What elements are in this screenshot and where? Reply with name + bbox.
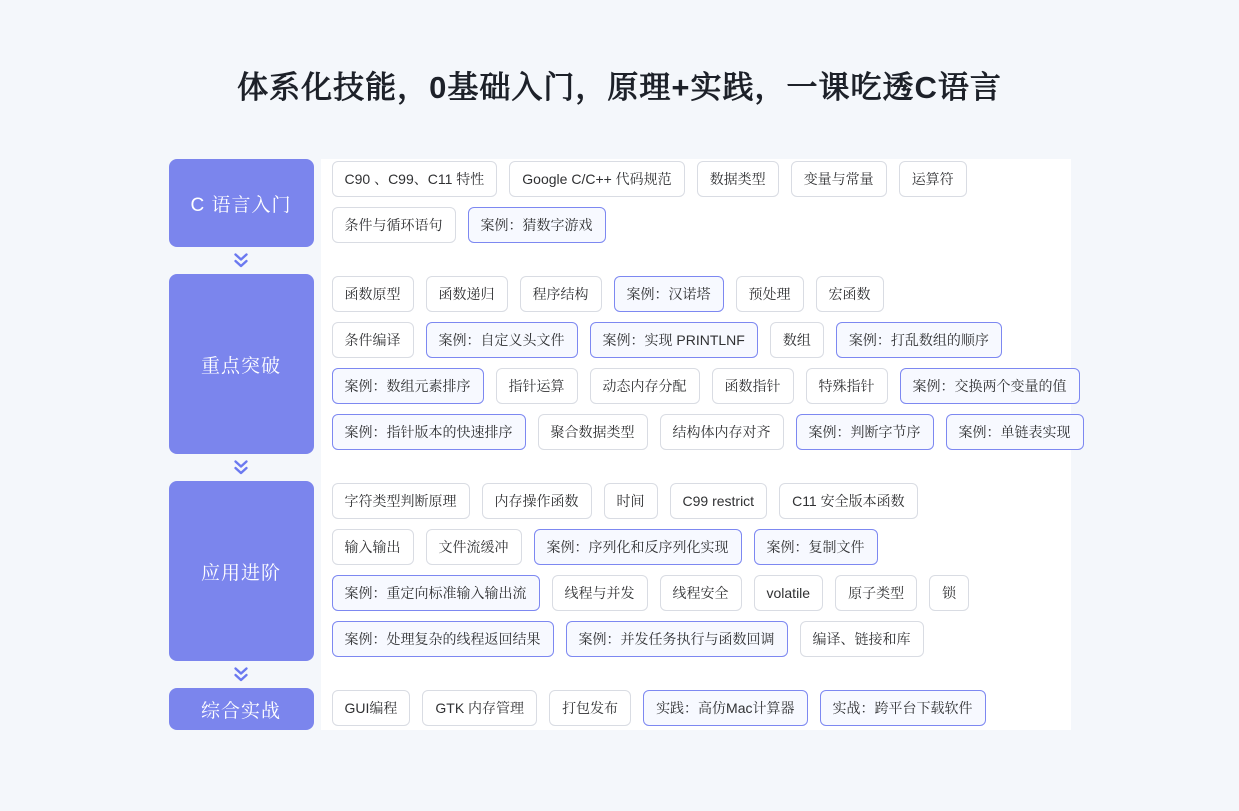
topic-chip: 输入输出 xyxy=(332,529,414,565)
case-chip: 案例：交换两个变量的值 xyxy=(900,368,1080,404)
topic-chip: 打包发布 xyxy=(549,690,631,726)
topic-chip: 动态内存分配 xyxy=(590,368,700,404)
topic-chip: 锁 xyxy=(929,575,969,611)
chip-row xyxy=(332,322,1071,358)
chip-rows-section-2 xyxy=(321,274,1071,454)
case-chip: 案例：处理复杂的线程返回结果 xyxy=(332,621,554,657)
case-chip: 案例：猜数字游戏 xyxy=(468,207,606,243)
chip-row xyxy=(332,207,1071,243)
stage-label: C 语言入门 xyxy=(190,194,292,216)
topic-chip: 数组 xyxy=(770,322,824,358)
topic-chip: 条件与循环语句 xyxy=(332,207,456,243)
topic-chip: 结构体内存对齐 xyxy=(660,414,784,450)
case-chip: 案例：并发任务执行与函数回调 xyxy=(566,621,788,657)
stage-label: 应用进阶 xyxy=(200,562,281,584)
topic-chip: 函数递归 xyxy=(426,276,508,312)
topic-chip: 函数指针 xyxy=(712,368,794,404)
case-chip: 案例：打乱数组的顺序 xyxy=(836,322,1002,358)
stage-block-3 xyxy=(169,481,314,661)
double-chevron-down-icon xyxy=(169,247,314,274)
topic-chip: C90 、C99、C11 特性 xyxy=(332,161,498,197)
chip-rows-section-3 xyxy=(321,481,1071,661)
chip-row xyxy=(332,276,1071,312)
topic-chip: 数据类型 xyxy=(697,161,779,197)
chip-rows-section-1 xyxy=(321,159,1071,247)
topic-chip: 程序结构 xyxy=(520,276,602,312)
topic-chip: 原子类型 xyxy=(835,575,917,611)
topic-chip: 特殊指针 xyxy=(806,368,888,404)
case-chip: 案例：单链表实现 xyxy=(946,414,1084,450)
topic-chip: 内存操作函数 xyxy=(482,483,592,519)
topic-chip: 线程与并发 xyxy=(552,575,648,611)
chip-row xyxy=(332,529,1071,565)
chip-row xyxy=(332,690,1071,726)
topic-chip: 条件编译 xyxy=(332,322,414,358)
case-chip: 案例：复制文件 xyxy=(754,529,878,565)
double-chevron-down-icon xyxy=(169,661,314,688)
chip-row xyxy=(332,575,1071,611)
curriculum-board xyxy=(169,159,1071,730)
topic-chip: 时间 xyxy=(604,483,658,519)
case-chip: 案例：自定义头文件 xyxy=(426,322,578,358)
topic-chip: Google C/C++ 代码规范 xyxy=(509,161,684,197)
stage-label: 重点突破 xyxy=(200,355,281,377)
topic-chip: 聚合数据类型 xyxy=(538,414,648,450)
topic-chip: C11 安全版本函数 xyxy=(779,483,918,519)
topic-chip: GTK 内存管理 xyxy=(422,690,537,726)
topic-chip: GUI编程 xyxy=(332,690,411,726)
topic-chip: 字符类型判断原理 xyxy=(332,483,470,519)
topic-chip: 宏函数 xyxy=(816,276,884,312)
topic-chip: 运算符 xyxy=(899,161,967,197)
chip-row xyxy=(332,414,1071,450)
case-chip: 案例：汉诺塔 xyxy=(614,276,724,312)
chip-row xyxy=(332,621,1071,657)
chip-row xyxy=(332,483,1071,519)
case-chip: 案例：重定向标准输入输出流 xyxy=(332,575,540,611)
stage-label: 综合实战 xyxy=(200,700,281,722)
topic-chip: 预处理 xyxy=(736,276,804,312)
topic-chip: 线程安全 xyxy=(660,575,742,611)
chip-row xyxy=(332,368,1071,404)
topic-chip: 变量与常量 xyxy=(791,161,887,197)
topic-chip: 文件流缓冲 xyxy=(426,529,522,565)
case-chip: 案例：指针版本的快速排序 xyxy=(332,414,526,450)
case-chip: 实践：高仿Mac计算器 xyxy=(643,690,807,726)
topic-chip: 指针运算 xyxy=(496,368,578,404)
topic-chip: 函数原型 xyxy=(332,276,414,312)
topic-chip: 编译、链接和库 xyxy=(800,621,924,657)
case-chip: 案例：判断字节序 xyxy=(796,414,934,450)
case-chip: 案例：实现 PRINTLNF xyxy=(590,322,758,358)
chip-row xyxy=(332,161,1071,197)
stage-block-2 xyxy=(169,274,314,454)
case-chip: 实战：跨平台下载软件 xyxy=(820,690,986,726)
topic-chip: C99 restrict xyxy=(670,483,768,519)
stage-block-1 xyxy=(169,159,314,247)
chip-rows-section-4 xyxy=(321,688,1071,730)
double-chevron-down-icon xyxy=(169,454,314,481)
topic-chip: volatile xyxy=(754,575,824,611)
page-title: 体系化技能，0基础入门，原理+实践，一课吃透C语言 xyxy=(237,70,1002,105)
case-chip: 案例：序列化和反序列化实现 xyxy=(534,529,742,565)
case-chip: 案例：数组元素排序 xyxy=(332,368,484,404)
stage-block-4 xyxy=(169,688,314,730)
